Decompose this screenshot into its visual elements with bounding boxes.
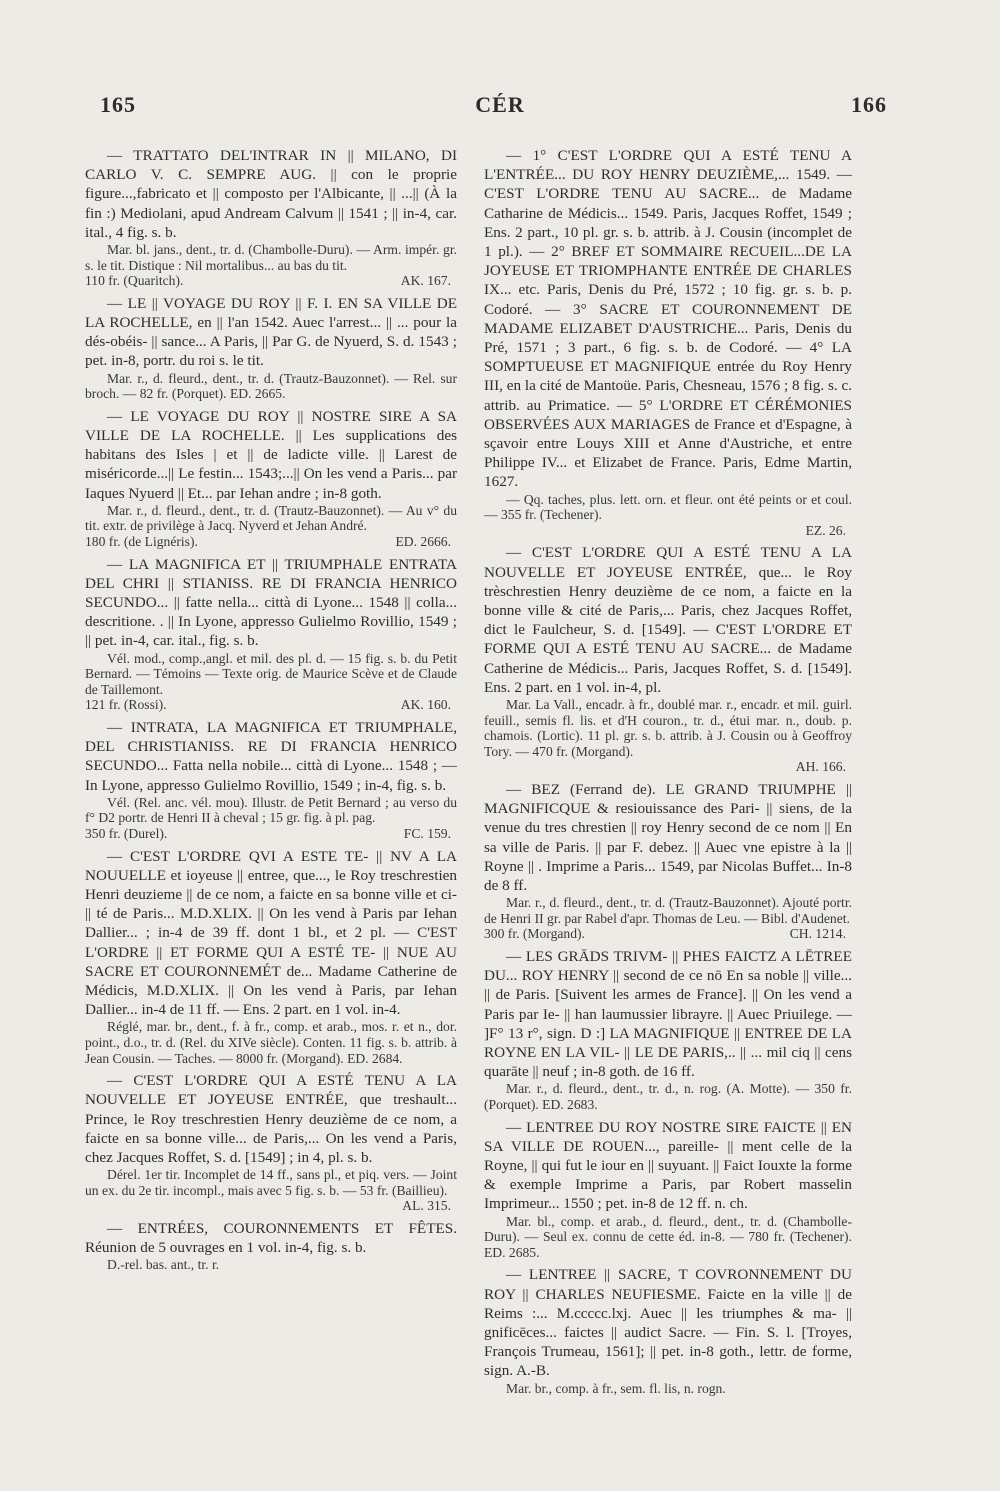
entry-reference: ED. 2666. [395, 534, 451, 549]
entry-title: — LE || VOYAGE DU ROY || F. I. EN SA VILLE DE LA ROCHELLE, en || l'an 1542. Auec l'arrest... || ... pour la dés-obéis- || sance... A Paris, || Par G. de Nyuerd, S. d. 1543 ; pet. in-8, portr. du roi s. le tit. [85, 294, 457, 370]
entry-title: — INTRATA, LA MAGNIFICA ET TRIUMPHALE, DEL CHRISTIANISS. RE DI FRANCIA HENRICO SECUNDO... Fatta nella nobile... città di Lyone... 1548 ; — In Lyone, appresso Gulielmo Rovillio, 1549 ; in-4, fig. s. b. [85, 718, 457, 794]
entry-price: 300 fr. (Morgand). [484, 926, 585, 942]
entry-price: 121 fr. (Rossi). [85, 697, 167, 713]
entry-reference: AL. 315. [402, 1198, 451, 1214]
entry-description: Mar. bl. jans., dent., tr. d. (Chambolle-Duru). — Arm. impér. gr. s. le tit. Distique : Nil mortalibus... au bas du tit. [85, 242, 457, 273]
entry-description: Mar. br., comp. à fr., sem. fl. lis, n. rogn. [506, 1380, 726, 1396]
entry-title: — LA MAGNIFICA ET || TRIUMPHALE ENTRATA DEL CHRI || STIANISS. RE DI FRANCIA HENRICO SECUNDO... || fatte nella... città di Lyone... 1548 || colla... descritione. . || In Lyone, appresso Gulielmo Rovillio, 1549 ; || pet. in-4, car. ital., fig. s. b. [85, 555, 457, 650]
entry-title: — C'EST L'ORDRE QUI A ESTÉ TENU A LA NOUVELLE ET JOYEUSE ENTRÉE, que treshault... Prince, le Roy treschrestien Henry deuzième de ce nom, a faicte en sa bonne ville... de Paris,... On les vend a Paris, chez Jacques Roffet, S. d. [1549] ; in 4, pl. s. b. [85, 1072, 457, 1166]
entry-description: Vél. (Rel. anc. vél. mou). Illustr. de Petit Bernard ; au verso du f° D2 portr. de Henri II à cheval ; 15 gr. fig. à pl. pag. [85, 794, 457, 826]
entry-description: Mar. bl., comp. et arab., d. fleurd., dent., tr. d. (Chambolle-Duru). — Seul ex. connu de cette éd. in-8. — 780 fr. (Techener). ED. 2685. [484, 1213, 852, 1260]
entry-price-ref [85, 534, 457, 550]
entry-description: — Qq. taches, plus. lett. orn. et fleur. ont été peints or et coul. — 355 fr. (Techener). [484, 491, 852, 523]
entry-reference: CH. 1214. [789, 926, 846, 942]
entry-description: Mar. La Vall., encadr. à fr., doublé mar. r., encadr. et mil. guirl. feuill., semis fl. lis. et d'H couron., tr. d., étui mar. n., doub. p. chamois. (Lortic). 11 pl. gr. s. b. attrib. à J. Cousin ou à Geoffroy Tory. — 470 fr. (Morgand). [484, 697, 852, 759]
catalog-entry [85, 146, 457, 289]
entry-price-ref [85, 273, 457, 289]
catalog-entry [484, 146, 852, 538]
entry-reference: AK. 167. [400, 273, 451, 289]
entry-price-ref [484, 926, 852, 942]
page-number-right: 166 [851, 92, 887, 117]
entry-title: — LE VOYAGE DU ROY || NOSTRE SIRE A SA VILLE DE LA ROCHELLE. || Les supplications des habitans des Isles | et || de ladicte ville. || Larest de miséricorde...|| Le festin... 1543;...|| On les vend a Paris... par Iaques Nyuerd || Et... par Iehan andre ; in-8 goth. [85, 407, 457, 502]
entry-price: 180 fr. (de Lignéris). [85, 534, 198, 549]
entry-description: D.-rel. bas. ant., tr. r. [107, 1257, 220, 1273]
catalog-entry [85, 1071, 457, 1214]
entry-reference: FC. 159. [403, 825, 451, 841]
left-column [85, 146, 457, 1278]
catalog-entry [85, 294, 457, 402]
entry-reference: AH. 166. [795, 759, 846, 775]
entry-description: Mar. r., d. fleurd., dent., tr. d., n. rog. (A. Motte). — 350 fr. (Porquet). ED. 2683. [484, 1081, 852, 1113]
entry-price-ref [484, 759, 852, 775]
entry-description: Réglé, mar. br., dent., f. à fr., comp. et arab., mos. r. et n., dor. point., d.o., tr. d. (Rel. du XIVe siècle). Conten. 11 fig. s. b. attrib. à Jean Cousin. — Taches. — 8000 fr. (Morgand). ED. 2684. [85, 1019, 457, 1066]
page-number-left: 165 [100, 92, 136, 117]
catalog-entry [484, 1118, 852, 1261]
entry-price-ref [85, 697, 457, 713]
catalog-entry [484, 780, 852, 942]
entry-price: 110 fr. (Quaritch). [85, 273, 184, 289]
entry-title: — LENTREE DU ROY NOSTRE SIRE FAICTE || EN SA VILLE DE ROUEN..., pareille- || ment celle de la Royne, || qui fut le iour en || suyuant. || Faict Iouxte la forme & exemple Imprime a Paris, par Robert masselin Imprimeur... 1550 ; pet. in-8 de 12 ff. n. ch. [484, 1118, 852, 1213]
catalog-entry [484, 543, 852, 775]
entry-price-ref [85, 826, 457, 842]
catalog-entry [484, 1265, 852, 1396]
entry-description: Mar. r., d. fleurd., dent., tr. d. (Trautz-Bauzonnet). — Au v° du tit. extr. de privilège à Jacq. Nyverd et Jehan André. [85, 502, 457, 534]
catalog-entry [85, 407, 457, 550]
entry-title: — TRATTATO DEL'INTRAR IN || MILANO, DI CARLO V. C. SEMPRE AUG. || con le proprie figure...,fabricato et || composto per l'Albicante, || ...|| (À la fin :) Mediolani, apud Andream Calvum || 1541 ; || in-4, car. ital., 4 fig. s. b. [85, 147, 457, 241]
catalog-entry [85, 718, 457, 842]
entry-title: — C'EST L'ORDRE QVI A ESTE TE- || NV A LA NOUUELLE et ioyeuse || entree, que..., le Roy treschrestien Henri deuzieme || de ce nom, a faicte en sa bonne ville et ci- || té de Paris... M.D.XLIX. || On les vend à Paris par Iehan Dallier... ; in-4 de 39 ff. dont 1 bl., et 2 pl. — C'EST L'ORDRE || ET FORME QUI A ESTÉ TE- || NUE AU SACRE ET COURONNEMÉT de... Madame Catherine de Médicis, M.D.XLIX. || On les vend à Paris, par Iehan Dallier... in-4 de 11 ff. — Ens. 2 part. en 1 vol. in-4. [85, 847, 457, 1019]
entry-reference: AK. 160. [400, 697, 451, 713]
entry-price-ref [484, 523, 852, 539]
entry-price-ref [85, 1198, 457, 1214]
entry-title: — LENTREE || SACRE, Τ COVRONNEMENT DU ROY || CHARLES NEUFIESME. Faicte en la ville || de Reims :... M.ccccc.lxj. Auec || les triumphes & ma- || gnificēces... faictes || audict Sacre. — Fin. S. l. [Troyes, François Trumeau, 1561]; || pet. in-8 goth., lettr. de forme, sign. A.-B. [484, 1266, 852, 1380]
catalog-entry [484, 947, 852, 1113]
entry-title: — BEZ (Ferrand de). LE GRAND TRIUMPHE || MAGNIFICQUE & resiouissance des Pari- || siens, de la venue du tres chrestien || roy Henry second de ce nom || En sa ville de Paris. || par F. debez. || Auec vne epistre à la || Royne || . Imprime a Paris... 1549, par Nicolas Buffet... In-8 de 8 ff. [484, 781, 852, 895]
entry-description: Dérel. 1er tir. Incomplet de 14 ff., sans pl., et piq. vers. — Joint un ex. du 2e tir. incompl., mais avec 5 fig. s. b. — 53 fr. (Baillieu). [85, 1167, 457, 1198]
entry-title: — C'EST L'ORDRE QUI A ESTÉ TENU A LA NOUVELLE ET JOYEUSE ENTRÉE, que... le Roy trèschrestien Henry deuzième de ce nom, a faicte en la bonne ville & cité de Paris,... Paris, chez Jacques Roffet, dict le Faulcheur, S. d. [1549]. — C'EST L'ORDRE ET FORME QUI A ESTÉ TENU AU SACRE... de Madame Catherine de Médicis... Paris, Jacques Roffet, S. d. [1549]. Ens. 2 part. en 1 vol. in-4, pl. [484, 544, 852, 696]
entry-description: Vél. mod., comp.,angl. et mil. des pl. d. — 15 fig. s. b. du Petit Bernard. — Témoins — Texte orig. de Maurice Scève et de Claude de Taillemont. [85, 650, 457, 697]
catalog-entry [85, 1219, 457, 1273]
catalog-entry [85, 555, 457, 713]
entry-description: Mar. r., d. fleurd., dent., tr. d. (Trautz-Bauzonnet). Ajouté portr. de Henri II gr. par Rabel d'apr. Thomas de Leu. — Bibl. d'Audenet. [484, 895, 852, 926]
right-column [484, 146, 852, 1401]
entry-description: Mar. r., d. fleurd., dent., tr. d. (Trautz-Bauzonnet). — Rel. sur broch. — 82 fr. (Porquet). ED. 2665. [85, 370, 457, 402]
entry-title: — LES GRĀDS TRIVM- || PHES FAICTZ A LĒTREE DU... ROY HENRY || second de ce nō En sa noble || ville... || de Paris. [Suivent les armes de France]. || On les vend a Paris par Ie- || han laumussier librayre. || Auec Priuilege. — ]F° 13 r°, sign. D :] LA MAGNIFIQUE || ENTREE DE LA ROYNE EN LA VIL- || LE DE PARIS,.. || ... mil ciq || cens quarāte || neuf ; in-8 goth. de 16 ff. [484, 948, 852, 1081]
entry-title: — 1° C'EST L'ORDRE QUI A ESTÉ TENU A L'ENTRÉE... DU ROY HENRY DEUZIÈME,... 1549. — C'EST L'ORDRE TENU AU SACRE... de Madame Catharine de Médicis... 1549. Paris, Jacques Roffet, 1549 ; Ens. 2 part., 10 pl. gr. s. b. attrib. à J. Cousin (incomplet de 1 pl.). — 2° BREF ET SOMMAIRE RECUEIL...DE LA JOYEUSE ET TRIOMPHANTE ENTRÉE DE CHARLES IX... etc. Paris, Denis du Pré, 1572 ; 10 fig. gr. s. b. p. Codoré. — 3° SACRE ET COURONNEMENT DE MADAME ELIZABET D'AUSTRICHE... Paris, Denis du Pré, 1571 ; 3 part., 6 fig. s. b. de Codoré. — 4° LA SOMPTUEUSE ET MAGNIFIQUE entrée du Roy Henry III, en la cité de Mantoüe. Paris, Chesneau, 1576 ; 8 fig. s. c. attrib. au Primatice. — 5° L'ORDRE ET CÉRÉMONIES OBSERVÉES AUX MARIAGES de France et d'Espagne, à sçavoir entre Louys XIII et Anne d'Austriche, et entre Philippe IV... et Elizabet de France. Paris, Edme Martin, 1627. [484, 147, 852, 491]
catalog-entry [85, 847, 457, 1067]
entry-reference: EZ. 26. [805, 522, 846, 538]
running-head: CÉR [475, 92, 525, 117]
entry-title: — ENTRÉES, COURONNEMENTS ET FÊTES. Réunion de 5 ouvrages en 1 vol. in-4, fig. s. b. [85, 1219, 457, 1257]
entry-price: 350 fr. (Durel). [85, 825, 168, 841]
